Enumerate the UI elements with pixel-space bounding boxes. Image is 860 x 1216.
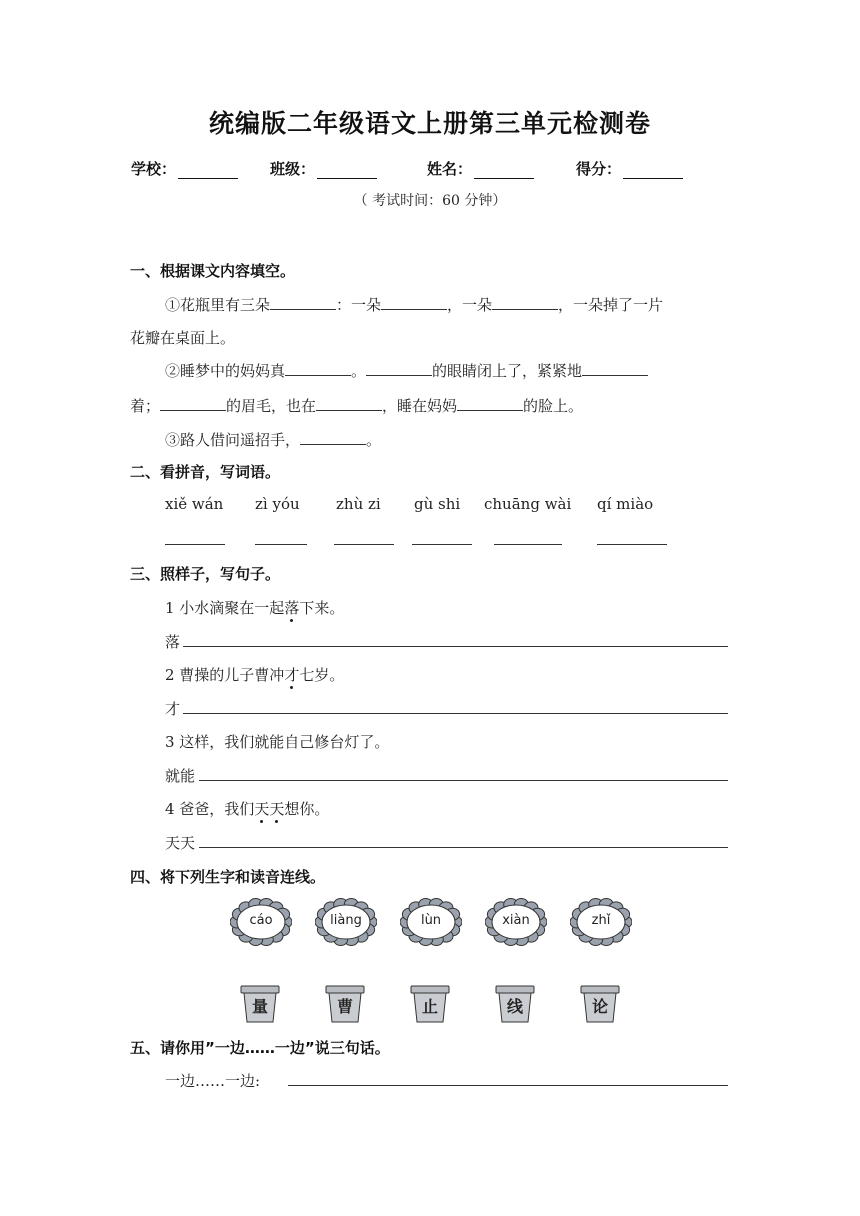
example-3: 3 这样，我们就能自己修台灯了。 (165, 733, 390, 751)
blank[interactable] (381, 295, 447, 310)
pinyin-flower[interactable] (570, 897, 632, 947)
pinyin-flower[interactable] (315, 897, 377, 947)
answer-line-1[interactable] (165, 544, 225, 545)
name-field[interactable] (427, 158, 534, 179)
character-label: 止 (421, 997, 438, 1016)
answer-line-5[interactable] (494, 544, 562, 545)
exam-time: （ 考试时间：60 分钟） (353, 193, 507, 209)
section3-heading: 三、照样子，写句子。 (130, 565, 281, 583)
blank[interactable] (492, 295, 558, 310)
answer-line-3[interactable] (334, 544, 394, 545)
pinyin-5: chuāng wài (484, 495, 572, 513)
word-1: 落 (165, 633, 181, 651)
blank[interactable] (316, 396, 382, 411)
answer-line-4[interactable] (412, 544, 472, 545)
answer-line-6[interactable] (597, 544, 667, 545)
word-4: 天天 (165, 834, 196, 852)
answer-line-2[interactable] (255, 544, 307, 545)
word-2: 才 (165, 700, 181, 718)
pinyin-flower[interactable] (400, 897, 462, 947)
example-2: 2 曹操的儿子曹冲才七岁。 (165, 666, 345, 684)
page-title: 统编版二年级语文上册第三单元检测卷 (208, 109, 651, 138)
pinyin-label: cáo (249, 913, 273, 928)
blank[interactable] (457, 396, 523, 411)
blank[interactable] (582, 361, 648, 376)
school-label: 学校： (131, 160, 177, 178)
section5-heading: 五、请你用”一边……一边”说三句话。 (130, 1039, 390, 1057)
character-label: 曹 (336, 997, 353, 1016)
pinyin-flower[interactable] (485, 897, 547, 947)
character-pot[interactable] (580, 984, 620, 1024)
write-line-1[interactable] (183, 646, 728, 647)
character-label: 论 (591, 997, 608, 1016)
pinyin-label: zhǐ (591, 913, 611, 928)
pinyin-label: liàng (330, 913, 362, 928)
pinyin-label: lùn (420, 913, 442, 928)
word-3: 就能 (165, 767, 196, 785)
s1-line3: ②睡梦中的妈妈真 。 的眼睛闭上了，紧紧地 (165, 360, 648, 381)
character-pot[interactable] (410, 984, 450, 1024)
score-label: 得分： (576, 160, 622, 178)
character-label: 量 (251, 997, 268, 1016)
pinyin-6: qí miào (597, 495, 654, 513)
write-line-4[interactable] (199, 847, 728, 848)
example-1: 1 小水滴聚在一起落下来。 (165, 599, 345, 617)
s1-line1: ①花瓶里有三朵 ：一朵 ，一朵 ，一朵掉了一片 (165, 296, 664, 314)
pinyin-1: xiě wán (165, 495, 224, 513)
class-field[interactable] (270, 158, 377, 179)
section1-heading: 一、根据课文内容填空。 (130, 262, 296, 280)
blank[interactable] (285, 361, 351, 376)
s1-line2: 花瓣在桌面上。 (130, 329, 236, 347)
section4-heading: 四、将下列生字和读音连线。 (130, 868, 326, 886)
school-field[interactable] (131, 158, 238, 179)
pinyin-label: xiàn (502, 913, 530, 928)
pinyin-2: zì yóu (255, 495, 300, 513)
pinyin-4: gù shi (414, 495, 461, 513)
write-line-2[interactable] (183, 713, 728, 714)
section2-heading: 二、看拼音，写词语。 (130, 463, 281, 481)
character-pot[interactable] (240, 984, 280, 1024)
write-line-3[interactable] (199, 780, 728, 781)
name-label: 姓名： (427, 160, 473, 178)
blank[interactable] (160, 396, 226, 411)
pinyin-flower[interactable] (230, 897, 292, 947)
class-label: 班级： (270, 160, 316, 178)
example-4: 4 爸爸，我们天天想你。 (165, 800, 330, 818)
blank[interactable] (270, 295, 336, 310)
blank[interactable] (366, 361, 432, 376)
section5-prompt: 一边……一边: (165, 1072, 261, 1090)
section5-write-line[interactable] (288, 1085, 728, 1086)
character-pot[interactable] (495, 984, 535, 1024)
character-label: 线 (506, 997, 523, 1016)
s1-line5: ③路人借问遥招手， 。 (165, 431, 382, 449)
character-pot[interactable] (325, 984, 365, 1024)
pinyin-3: zhù zi (336, 495, 381, 513)
s1-line4: 着； 的眉毛，也在 ，睡在妈妈 的脸上。 (130, 397, 584, 415)
blank[interactable] (300, 430, 366, 445)
score-field[interactable] (576, 158, 683, 179)
